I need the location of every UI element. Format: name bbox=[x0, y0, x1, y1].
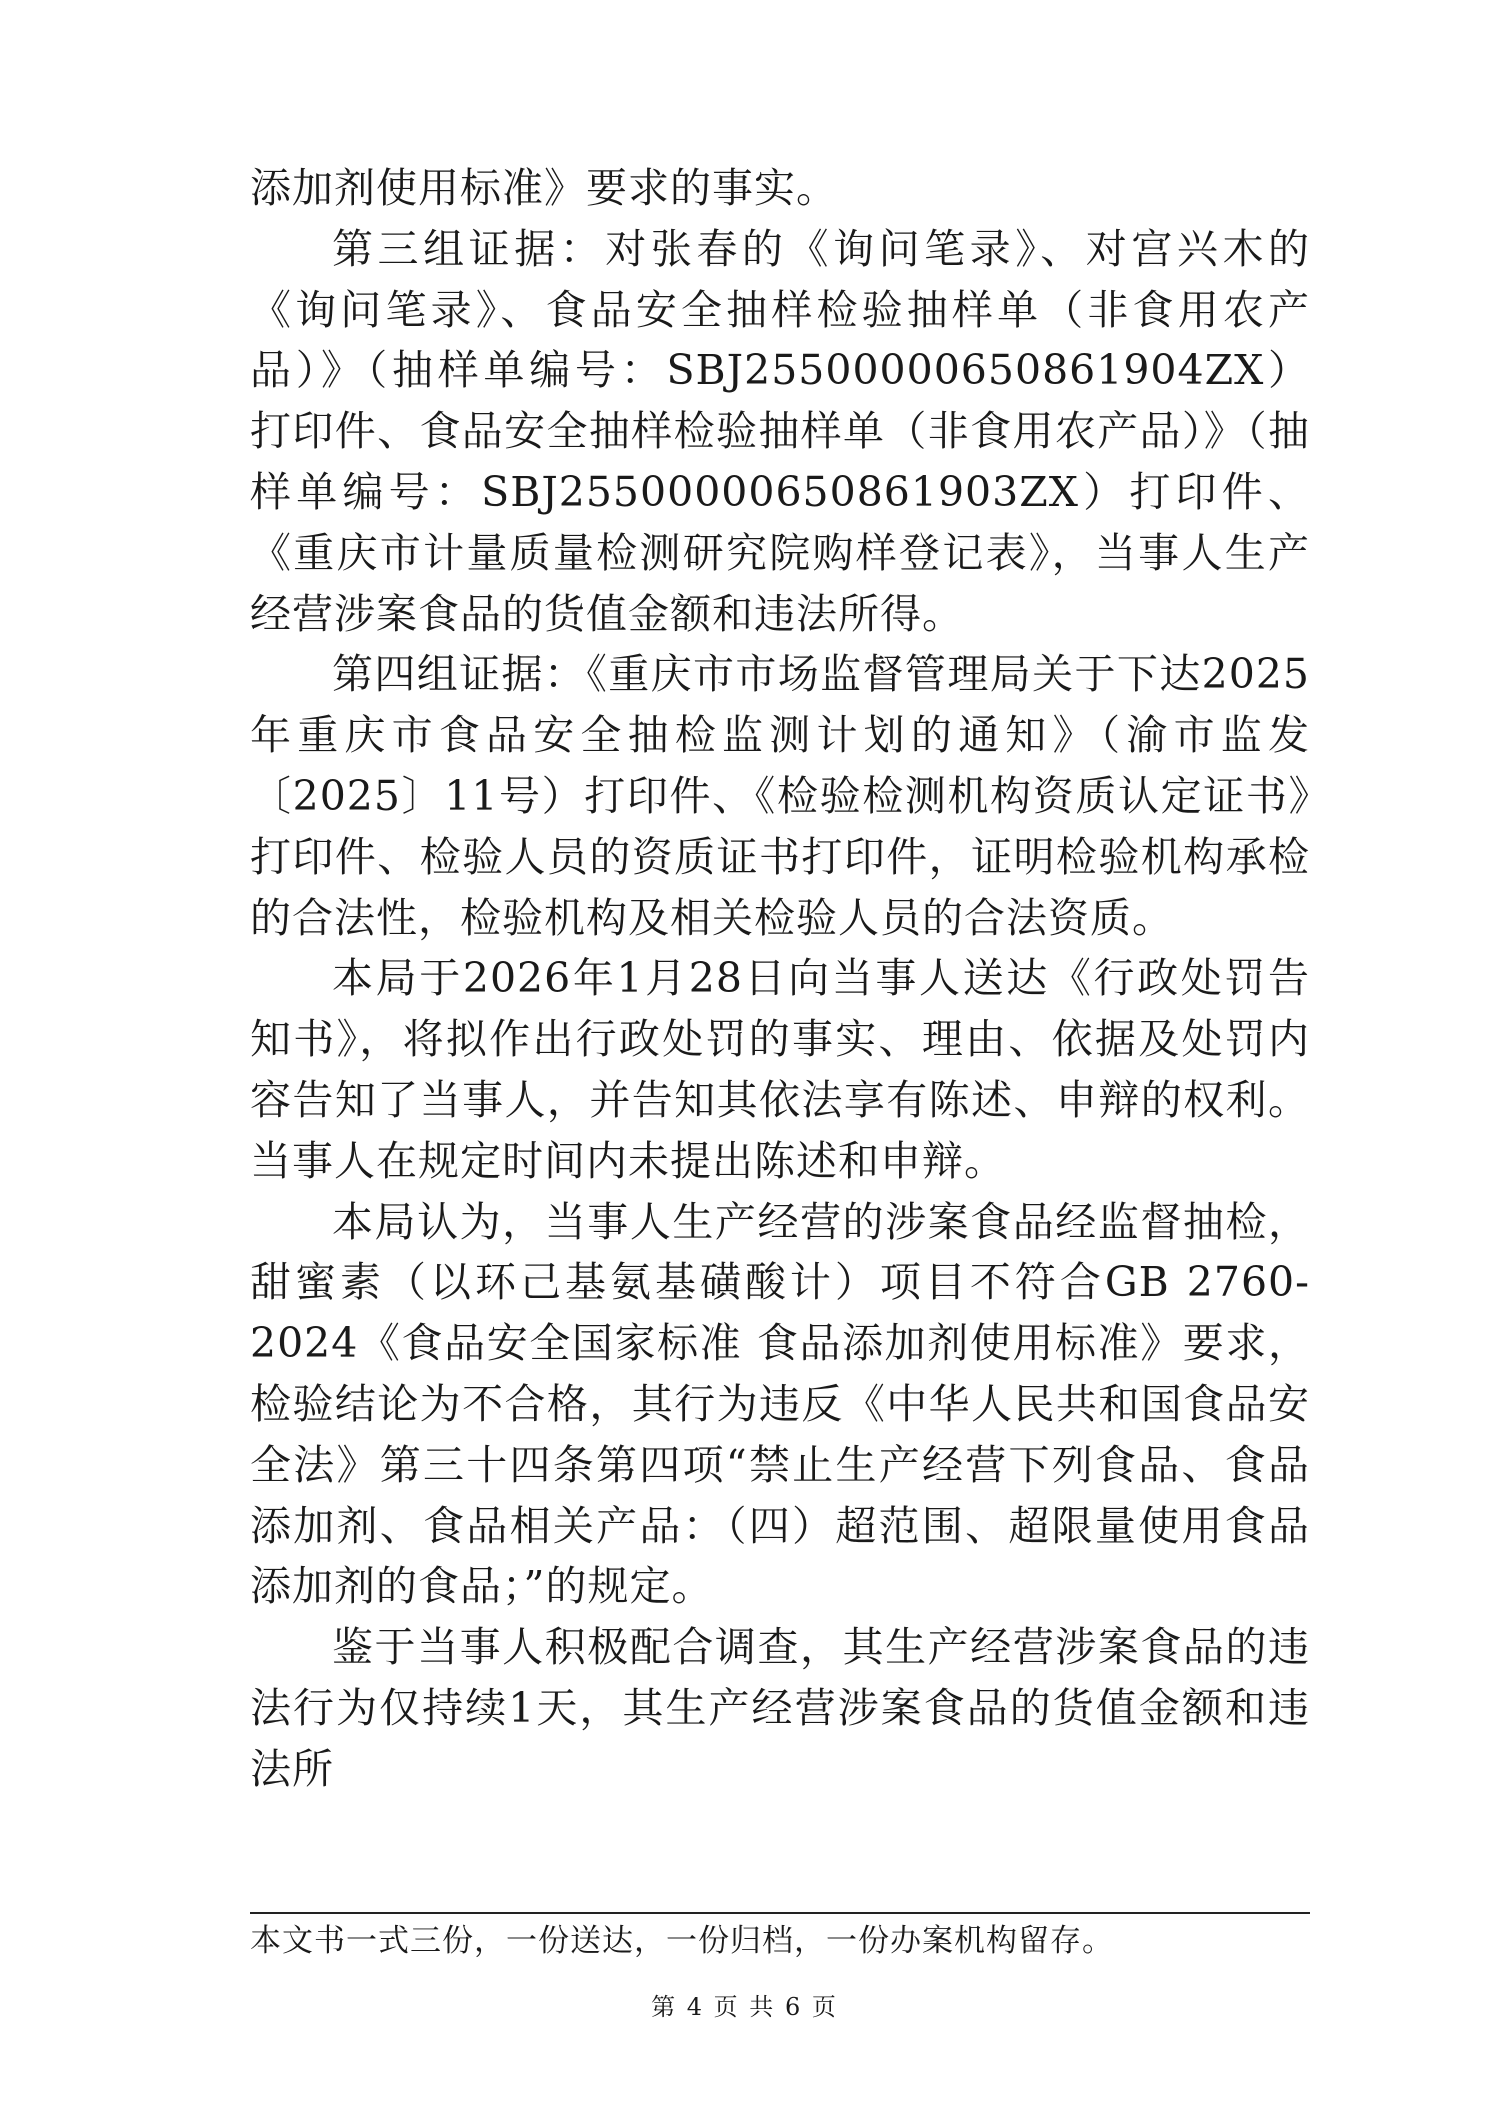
footnote: 本文书一式三份，一份送达，一份归档，一份办案机构留存。 bbox=[250, 1923, 1114, 1959]
page-number: 第 4 页 共 6 页 bbox=[651, 1993, 836, 2021]
document-body bbox=[250, 158, 1310, 1800]
paragraph-evidence-group-4: 第四组证据：《重庆市市场监督管理局关于下达2025年重庆市食品安全抽检监测计划的通知》（渝市监发〔2025〕11号）打印件、《检验检测机构资质认定证书》打印件、检验人员的资质证书打印件，证明检验机构承检的合法性，检验机构及相关检验人员的合法资质。 bbox=[250, 650, 1310, 942]
paragraph-evidence-group-3: 第三组证据：对张春的《询问笔录》、对宫兴木的《询问笔录》、食品安全抽样检验抽样单（非食用农产品）》（抽样单编号：SBJ25500000650861904ZX）打印件、食品安全抽样检验抽样单（非食用农产品）》（抽样单编号：SBJ25500000650861903ZX）打印件、《重庆市计量质量检测研究院购样登记表》，当事人生产经营涉案食品的货值金额和违法所得。 bbox=[250, 224, 1310, 638]
footnote-divider bbox=[250, 1912, 1310, 1914]
paragraph-bureau-finding: 本局认为，当事人生产经营的涉案食品经监督抽检，甜蜜素（以环己基氨基磺酸计）项目不符合GB 2760-2024《食品安全国家标准 食品添加剂使用标准》要求，检验结论为不合格，其行为违反《中华人民共和国食品安全法》第三十四条第四项“禁止生产经营下列食品、食品添加剂、食品相关产品：（四）超范围、超限量使用食品添加剂的食品；”的规定。 bbox=[250, 1197, 1310, 1611]
paragraph-mitigation: 鉴于当事人积极配合调查，其生产经营涉案食品的违法行为仅持续1天，其生产经营涉案食品的货值金额和违法所 bbox=[250, 1623, 1310, 1793]
paragraph-notice-delivery: 本局于2026年1月28日向当事人送达《行政处罚告知书》，将拟作出行政处罚的事实、理由、依据及处罚内容告知了当事人，并告知其依法享有陈述、申辩的权利。当事人在规定时间内未提出陈述和申辩。 bbox=[250, 954, 1310, 1185]
paragraph-continuation: 添加剂使用标准》要求的事实。 bbox=[250, 164, 838, 212]
